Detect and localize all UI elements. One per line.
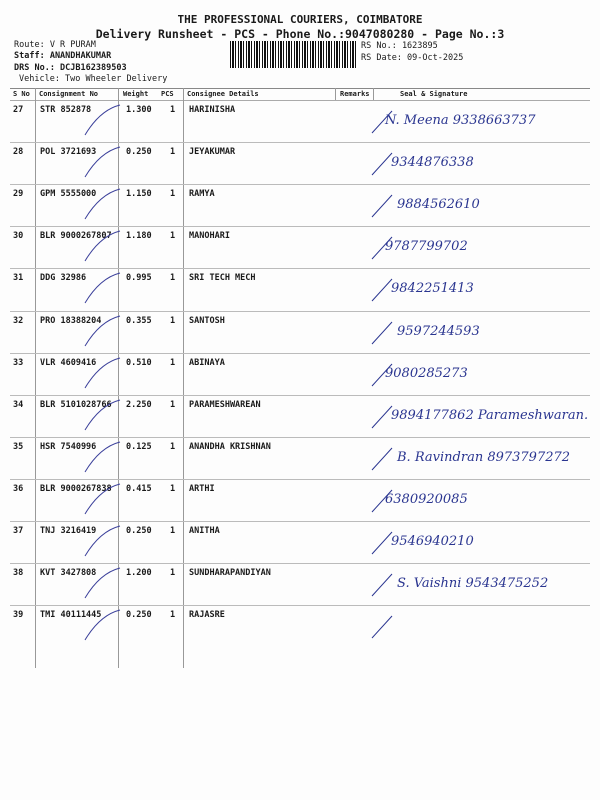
handwritten-signature: 9894177862 Parameshwaran. [391,408,589,423]
consignment-cell: GPM 5555000 [40,189,97,199]
signature-stroke [372,364,392,386]
weight-cell: 0.250 [126,147,152,157]
signature-stroke [372,195,392,217]
consignment-cell: TNJ 3216419 [40,526,97,536]
consignment-cell: STR 852878 [40,105,92,115]
sno-cell: 34 [13,400,24,410]
pcs-cell: 1 [170,147,176,157]
pcs-cell: 1 [170,526,176,536]
handwritten-signature: B. Ravindran 8973797272 [397,450,571,465]
weight-cell: 0.995 [126,273,152,283]
delivery-tick [85,610,120,640]
col-remarks: Remarks [340,90,370,98]
pcs-cell: 1 [170,568,176,578]
weight-cell: 0.125 [126,442,152,452]
signature-stroke [372,322,392,344]
sno-cell: 35 [13,442,24,452]
delivery-tick [85,189,120,219]
pcs-cell: 1 [170,358,176,368]
delivery-tick [85,147,120,177]
vehicle: Vehicle: Two Wheeler Delivery [19,74,168,84]
consignment-cell: KVT 3427808 [40,568,97,578]
pcs-cell: 1 [170,231,176,241]
handwritten-signature: 9884562610 [397,197,480,212]
handwritten-signature: 6380920085 [385,492,468,507]
staff: Staff: ANANDHAKUMAR [14,51,112,61]
signature-stroke [372,574,392,596]
col-signature: Seal & Signature [400,90,468,98]
weight-cell: 0.250 [126,610,152,620]
handwritten-signature: 9842251413 [391,281,474,296]
signature-stroke [372,111,392,133]
consignment-cell: VLR 4609416 [40,358,97,368]
consignee-cell: PARAMESHWAREAN [189,400,261,410]
consignee-cell: ABINAYA [189,358,225,368]
sno-cell: 39 [13,610,24,620]
handwritten-signature: 9787799702 [385,239,468,254]
col-consignment: Consignment No [39,90,99,98]
pcs-cell: 1 [170,189,176,199]
pcs-cell: 1 [170,484,176,494]
weight-cell: 0.355 [126,316,152,326]
route: Route: V R PURAM [14,40,96,50]
consignee-cell: JEYAKUMAR [189,147,236,157]
consignee-cell: SANTOSH [189,316,225,326]
delivery-tick [85,484,120,514]
pcs-cell: 1 [170,105,176,115]
signature-stroke [372,448,392,470]
sno-cell: 30 [13,231,24,241]
weight-cell: 0.415 [126,484,152,494]
handwritten-signature: 9546940210 [391,534,474,549]
consignment-cell: PRO 18388204 [40,316,102,326]
col-weight: Weight [123,90,149,98]
signature-stroke [372,532,392,554]
pcs-cell: 1 [170,273,176,283]
sno-cell: 37 [13,526,24,536]
delivery-tick [85,568,120,598]
delivery-tick [85,273,120,303]
consignment-cell: POL 3721693 [40,147,97,157]
rs-date: RS Date: 09-Oct-2025 [361,53,464,63]
delivery-tick [85,316,120,346]
sno-cell: 27 [13,105,24,115]
handwritten-signature: S. Vaishni 9543475252 [397,576,549,591]
delivery-tick [85,358,120,388]
col-consignee: Consignee Details [187,90,259,98]
company-title: THE PROFESSIONAL COURIERS, COIMBATORE [177,13,423,26]
consignment-cell: TMI 40111445 [40,610,102,620]
col-sno: S No [13,90,30,98]
sno-cell: 29 [13,189,24,199]
delivery-tick [85,231,120,261]
consignment-cell: BLR 9000267807 [40,231,112,241]
consignment-cell: BLR 9000267838 [40,484,112,494]
runsheet-title: Delivery Runsheet - PCS - Phone No.:9047080280 - Page No.:3 [95,27,505,41]
consignment-cell: DDG 32986 [40,273,87,283]
consignee-cell: HARINISHA [189,105,236,115]
delivery-tick [85,526,120,556]
sno-cell: 38 [13,568,24,578]
weight-cell: 1.200 [126,568,152,578]
consignee-cell: RAMYA [189,189,215,199]
sno-cell: 28 [13,147,24,157]
weight-cell: 0.510 [126,358,152,368]
handwritten-signature: N. Meena 9338663737 [385,113,536,128]
weight-cell: 1.300 [126,105,152,115]
sno-cell: 33 [13,358,24,368]
sno-cell: 31 [13,273,24,283]
delivery-tick [85,442,120,472]
drs-number: DRS No.: DCJB162389503 [14,63,127,73]
weight-cell: 0.250 [126,526,152,536]
signature-stroke [372,237,392,259]
pcs-cell: 1 [170,442,176,452]
col-pcs: PCS [161,90,174,98]
consignee-cell: SRI TECH MECH [189,273,256,283]
pcs-cell: 1 [170,400,176,410]
weight-cell: 1.150 [126,189,152,199]
sno-cell: 36 [13,484,24,494]
signature-stroke [372,279,392,301]
signature-stroke [372,406,392,428]
consignee-cell: ANITHA [189,526,220,536]
consignment-cell: HSR 7540996 [40,442,97,452]
handwritten-signature: 9344876338 [391,155,474,170]
pcs-cell: 1 [170,610,176,620]
consignee-cell: RAJASRE [189,610,225,620]
consignment-cell: BLR 5101028766 [40,400,112,410]
weight-cell: 2.250 [126,400,152,410]
consignee-cell: SUNDHARAPANDIYAN [189,568,271,578]
delivery-tick [85,105,120,135]
sno-cell: 32 [13,316,24,326]
signature-stroke [372,616,392,638]
rs-number: RS No.: 1623895 [361,41,438,51]
pcs-cell: 1 [170,316,176,326]
handwritten-signature: 9597244593 [397,324,480,339]
signature-stroke [372,153,392,175]
handwritten-signature: 9080285273 [385,366,468,381]
consignee-cell: MANOHARI [189,231,230,241]
consignee-cell: ARTHI [189,484,215,494]
signature-stroke [372,490,392,512]
consignee-cell: ANANDHA KRISHNAN [189,442,271,452]
weight-cell: 1.180 [126,231,152,241]
delivery-tick [85,400,120,430]
